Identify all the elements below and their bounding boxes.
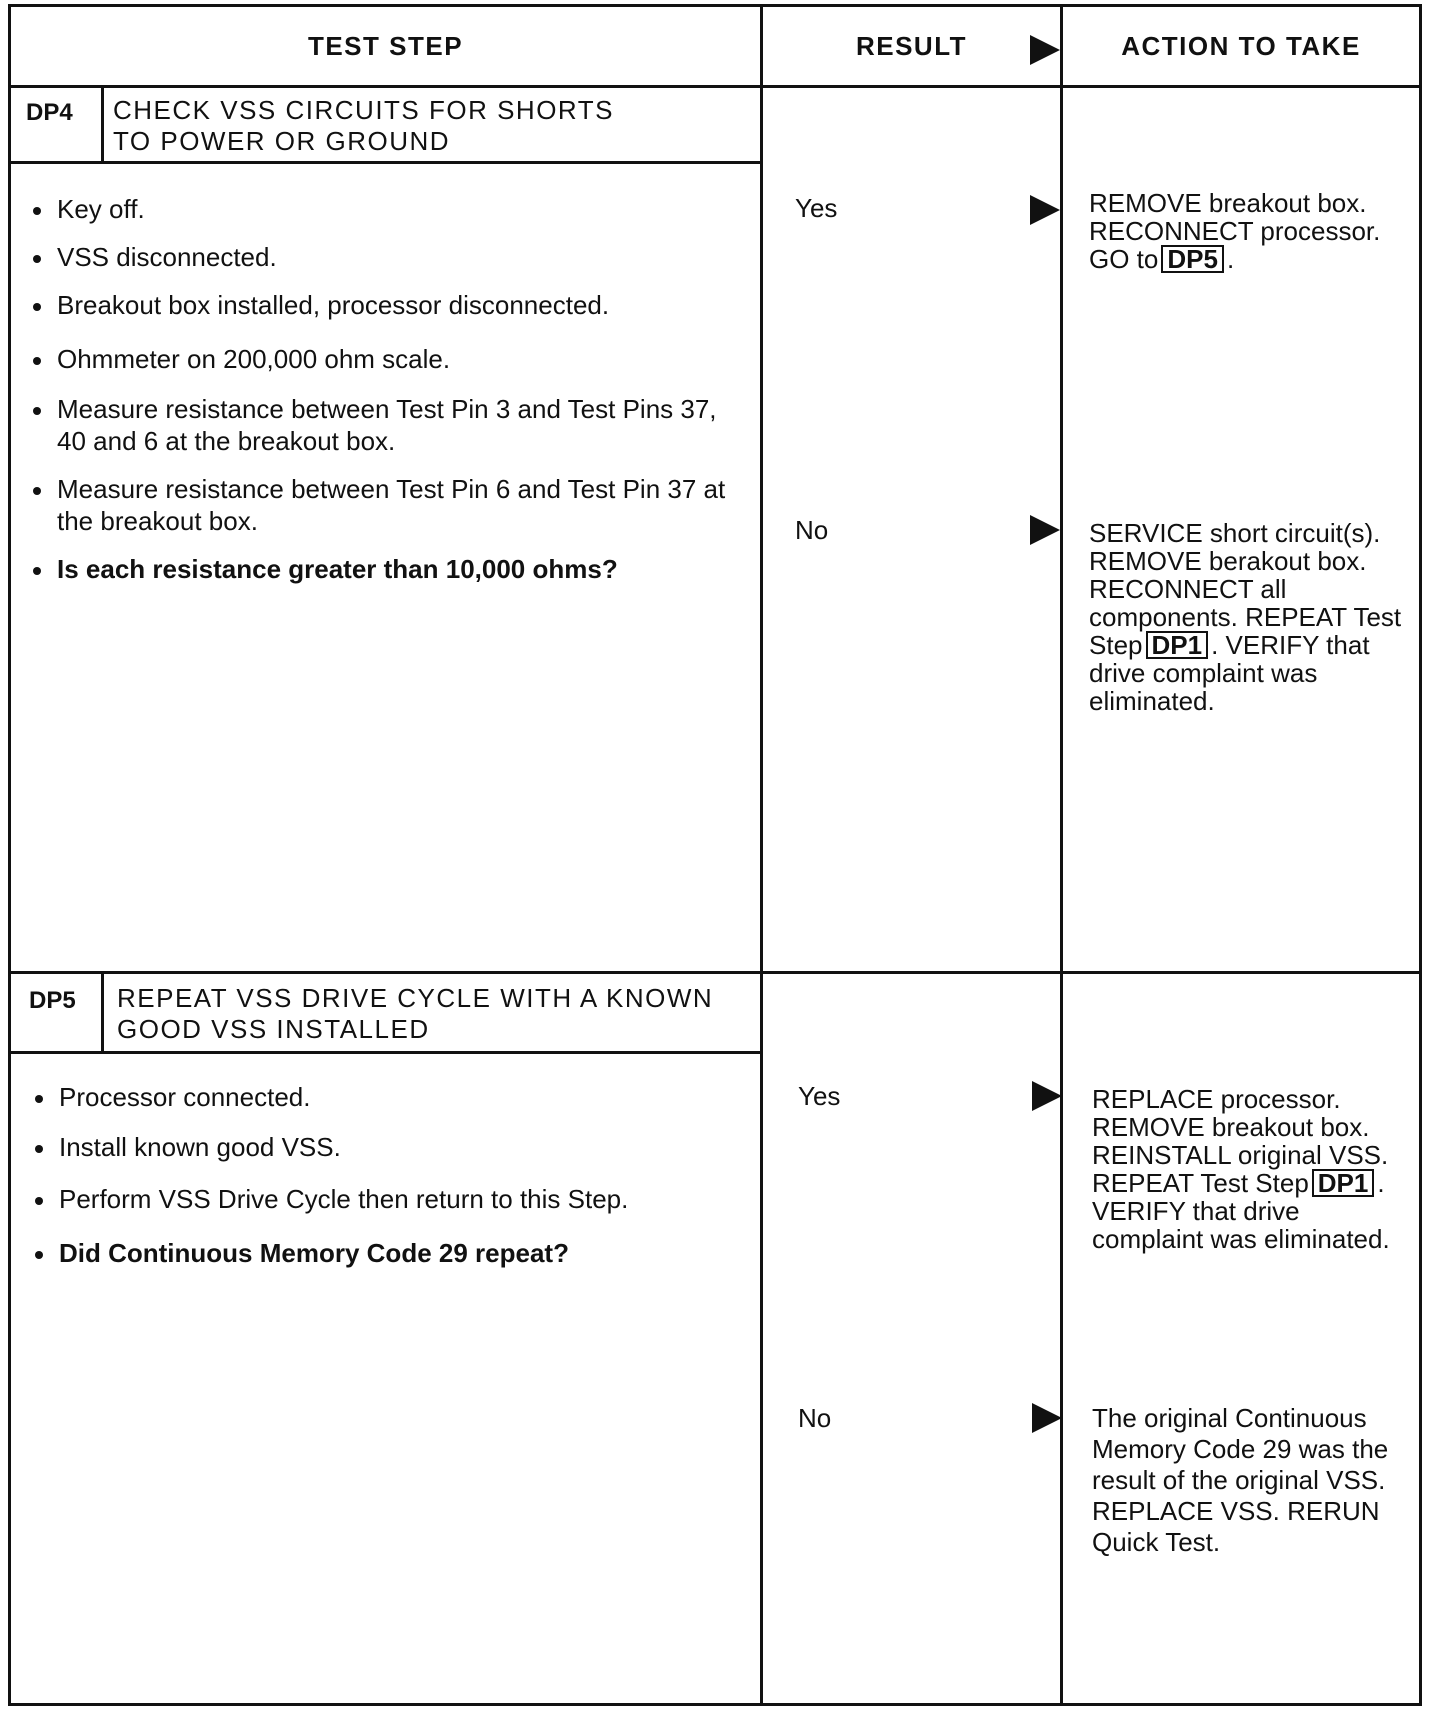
test-bullet: Ohmmeter on 200,000 ohm scale. [31, 343, 737, 375]
no-arrow-icon [1032, 1403, 1062, 1433]
step-title-line: CHECK VSS CIRCUITS FOR SHORTS [113, 95, 614, 125]
header-test-step: TEST STEP [307, 30, 464, 61]
step-reference: DP1 [1312, 1169, 1375, 1197]
yes-arrow-icon [1030, 195, 1060, 225]
result-arrow-icon [1030, 35, 1060, 65]
header-result: RESULT [855, 30, 968, 61]
column-divider [760, 7, 763, 1703]
step-id: DP5 [29, 987, 76, 1014]
step-divider [11, 971, 1419, 974]
action-text: . VERIFY that drive complaint was eliminated. [1089, 630, 1370, 716]
action-text: . VERIFY that drive complaint was eliminated. [1092, 1168, 1390, 1254]
step-title [113, 95, 614, 157]
step-title-divider [11, 161, 760, 164]
test-bullet: Measure resistance between Test Pin 6 and Test Pin 37 at the breakout box. [31, 473, 737, 537]
action-no: The original Continuous Memory Code 29 was the result of the original VSS. REPLACE VSS. RERUN Quick Test. [1092, 1403, 1389, 1557]
test-bullet: Install known good VSS. [33, 1131, 739, 1163]
step-title-line: TO POWER OR GROUND [113, 126, 451, 156]
action-yes [1092, 1085, 1412, 1253]
test-bullet: Perform VSS Drive Cycle then return to this Step. [33, 1183, 739, 1215]
step-title-line: REPEAT VSS DRIVE CYCLE WITH A KNOWN [117, 983, 714, 1013]
header-action: ACTION TO TAKE [1121, 30, 1361, 61]
no-arrow-icon [1030, 515, 1060, 545]
result-yes: Yes [798, 1081, 841, 1111]
step-id-divider [101, 88, 104, 161]
result-no: No [795, 515, 829, 545]
step-title-divider [11, 1051, 760, 1054]
column-divider [1060, 7, 1063, 1703]
test-bullet: Measure resistance between Test Pin 3 and Test Pins 37, 40 and 6 at the breakout box. [31, 393, 737, 457]
result-no: No [798, 1403, 832, 1433]
result-yes: Yes [795, 193, 838, 223]
test-bullet: Key off. [31, 193, 737, 225]
action-no [1089, 519, 1409, 715]
test-question: Did Continuous Memory Code 29 repeat? [33, 1237, 739, 1269]
action-text: REMOVE breakout box. RECONNECT processor. GO to [1089, 188, 1381, 274]
step-reference: DP5 [1161, 245, 1224, 273]
test-step-table [8, 4, 1422, 1706]
step-reference: DP1 [1146, 631, 1209, 659]
header-divider [11, 85, 1419, 88]
action-text: SERVICE short circuit(s). REMOVE berakout box. RECONNECT all components. REPEAT Test Step [1089, 518, 1402, 660]
test-bullet: Processor connected. [33, 1081, 739, 1113]
yes-arrow-icon [1032, 1081, 1062, 1111]
action-text: REPLACE processor. REMOVE breakout box. REINSTALL original VSS. REPEAT Test Step [1092, 1084, 1389, 1198]
test-bullet: Breakout box installed, processor disconnected. [31, 289, 737, 321]
step-title-line: GOOD VSS INSTALLED [117, 1014, 430, 1044]
step-id: DP4 [26, 99, 73, 126]
step-title [117, 983, 713, 1045]
test-bullet: VSS disconnected. [31, 241, 737, 273]
action-yes [1089, 189, 1409, 273]
step-id-divider [101, 974, 104, 1051]
action-text: . [1226, 244, 1235, 274]
test-question: Is each resistance greater than 10,000 ohms? [31, 553, 757, 585]
